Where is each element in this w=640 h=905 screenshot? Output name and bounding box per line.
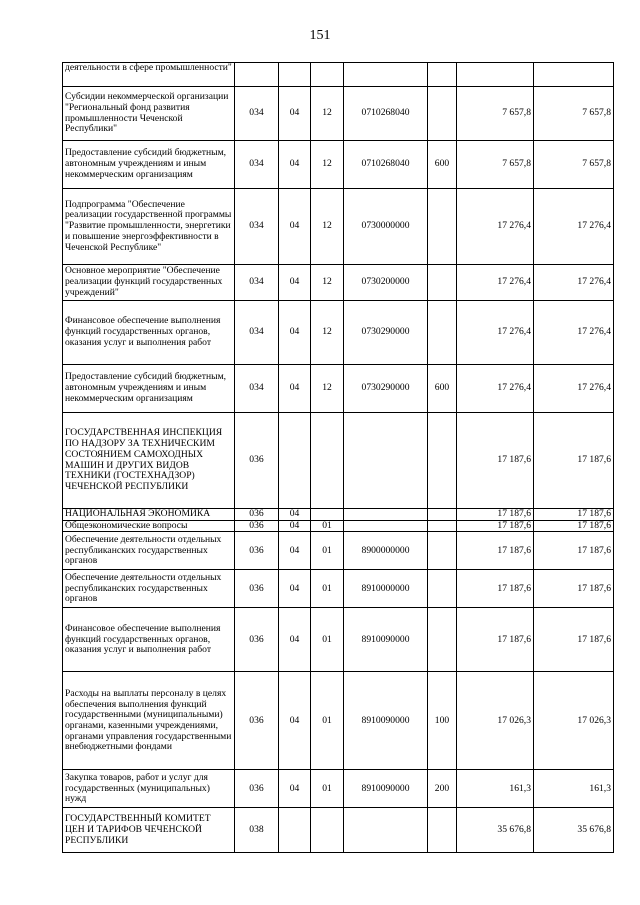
budget-table-body xyxy=(63,63,614,853)
table-row xyxy=(63,87,614,141)
row-pr-cell xyxy=(311,63,344,87)
table-row xyxy=(63,365,614,413)
row-vr-cell xyxy=(428,520,457,532)
row-csr-cell xyxy=(344,63,428,87)
row-pr-cell: 12 xyxy=(311,189,344,265)
table-row xyxy=(63,672,614,770)
row-csr-cell: 0730290000 xyxy=(344,301,428,365)
row-gr-cell: 034 xyxy=(235,301,279,365)
row-vr-cell xyxy=(428,87,457,141)
row-name-cell: Предоставление субсидий бюджетным, автономным учреждениям и иным некоммерческим организациям xyxy=(63,365,235,413)
row-sum-2-cell: 17 187,6 xyxy=(534,532,614,570)
row-sum-2-cell: 17 026,3 xyxy=(534,672,614,770)
row-sum-2-cell: 17 187,6 xyxy=(534,608,614,672)
row-sum-1-cell: 17 187,6 xyxy=(457,520,534,532)
row-pr-cell: 01 xyxy=(311,770,344,808)
row-gr-cell: 034 xyxy=(235,365,279,413)
row-pr-cell: 12 xyxy=(311,141,344,189)
table-row xyxy=(63,301,614,365)
row-sum-2-cell xyxy=(534,63,614,87)
table-row xyxy=(63,532,614,570)
row-csr-cell: 8910090000 xyxy=(344,770,428,808)
row-vr-cell xyxy=(428,301,457,365)
row-sum-1-cell xyxy=(457,63,534,87)
table-row xyxy=(63,141,614,189)
row-gr-cell: 034 xyxy=(235,265,279,301)
row-rz-cell: 04 xyxy=(279,770,311,808)
row-gr-cell xyxy=(235,63,279,87)
row-gr-cell: 036 xyxy=(235,608,279,672)
row-pr-cell xyxy=(311,509,344,521)
table-row xyxy=(63,265,614,301)
row-sum-1-cell: 17 187,6 xyxy=(457,532,534,570)
row-vr-cell xyxy=(428,413,457,509)
table-row xyxy=(63,413,614,509)
row-vr-cell: 200 xyxy=(428,770,457,808)
row-sum-2-cell: 161,3 xyxy=(534,770,614,808)
row-name-cell: НАЦИОНАЛЬНАЯ ЭКОНОМИКА xyxy=(63,509,235,521)
row-name-cell: Финансовое обеспечение выполнения функций государственных органов, оказания услуг и выполнения работ xyxy=(63,301,235,365)
table-row xyxy=(63,189,614,265)
row-pr-cell: 01 xyxy=(311,570,344,608)
row-csr-cell xyxy=(344,509,428,521)
row-sum-2-cell: 7 657,8 xyxy=(534,87,614,141)
row-rz-cell: 04 xyxy=(279,87,311,141)
row-vr-cell xyxy=(428,265,457,301)
row-name-cell: Обеспечение деятельности отдельных республиканских государственных органов xyxy=(63,532,235,570)
row-name-cell: Подпрограмма "Обеспечение реализации государственной программы "Развитие промышленности, энергетики и повышение энергоэффективности в Чеченской Республике" xyxy=(63,189,235,265)
row-sum-1-cell: 7 657,8 xyxy=(457,87,534,141)
row-sum-1-cell: 17 187,6 xyxy=(457,509,534,521)
row-gr-cell: 036 xyxy=(235,413,279,509)
row-gr-cell: 036 xyxy=(235,770,279,808)
row-name-cell: Основное мероприятие "Обеспечение реализации функций государственных учреждений" xyxy=(63,265,235,301)
row-gr-cell: 036 xyxy=(235,672,279,770)
table-row xyxy=(63,570,614,608)
row-rz-cell: 04 xyxy=(279,141,311,189)
table-row xyxy=(63,520,614,532)
row-pr-cell: 01 xyxy=(311,672,344,770)
row-csr-cell: 0730000000 xyxy=(344,189,428,265)
row-sum-2-cell: 17 276,4 xyxy=(534,265,614,301)
row-vr-cell xyxy=(428,608,457,672)
page-number: 151 xyxy=(309,28,331,43)
row-sum-1-cell: 17 187,6 xyxy=(457,413,534,509)
row-csr-cell: 0710268040 xyxy=(344,87,428,141)
row-csr-cell: 0730200000 xyxy=(344,265,428,301)
row-vr-cell xyxy=(428,570,457,608)
row-sum-2-cell: 17 276,4 xyxy=(534,365,614,413)
row-gr-cell: 034 xyxy=(235,141,279,189)
row-vr-cell: 100 xyxy=(428,672,457,770)
row-name-cell: Предоставление субсидий бюджетным, автономным учреждениям и иным некоммерческим организациям xyxy=(63,141,235,189)
row-csr-cell: 8910090000 xyxy=(344,672,428,770)
row-csr-cell: 0710268040 xyxy=(344,141,428,189)
row-sum-1-cell: 17 276,4 xyxy=(457,365,534,413)
row-vr-cell xyxy=(428,63,457,87)
row-vr-cell xyxy=(428,189,457,265)
row-sum-2-cell: 17 187,6 xyxy=(534,570,614,608)
row-gr-cell: 036 xyxy=(235,570,279,608)
row-csr-cell: 8910090000 xyxy=(344,608,428,672)
row-pr-cell xyxy=(311,413,344,509)
row-rz-cell: 04 xyxy=(279,570,311,608)
row-sum-1-cell: 17 026,3 xyxy=(457,672,534,770)
row-sum-1-cell: 17 276,4 xyxy=(457,301,534,365)
row-name-cell: Закупка товаров, работ и услуг для государственных (муниципальных) нужд xyxy=(63,770,235,808)
row-vr-cell: 600 xyxy=(428,365,457,413)
row-csr-cell: 0730290000 xyxy=(344,365,428,413)
row-csr-cell xyxy=(344,520,428,532)
row-sum-2-cell: 17 276,4 xyxy=(534,301,614,365)
row-rz-cell xyxy=(279,63,311,87)
row-sum-1-cell: 17 187,6 xyxy=(457,570,534,608)
row-sum-2-cell: 17 187,6 xyxy=(534,520,614,532)
row-name-cell: Финансовое обеспечение выполнения функций государственных органов, оказания услуг и выполнения работ xyxy=(63,608,235,672)
row-rz-cell: 04 xyxy=(279,672,311,770)
row-sum-2-cell: 35 676,8 xyxy=(534,808,614,853)
row-csr-cell: 8900000000 xyxy=(344,532,428,570)
row-rz-cell: 04 xyxy=(279,608,311,672)
row-gr-cell: 034 xyxy=(235,189,279,265)
row-gr-cell: 038 xyxy=(235,808,279,853)
row-sum-2-cell: 17 187,6 xyxy=(534,509,614,521)
row-pr-cell xyxy=(311,808,344,853)
row-rz-cell: 04 xyxy=(279,509,311,521)
row-sum-2-cell: 17 187,6 xyxy=(534,413,614,509)
row-name-cell: Расходы на выплаты персоналу в целях обеспечения выполнения функций государственными (муниципальными) органами, казенными учреждениями, органами управления государственными внебюджетными фондами xyxy=(63,672,235,770)
row-csr-cell xyxy=(344,413,428,509)
row-vr-cell xyxy=(428,509,457,521)
row-name-cell: ГОСУДАРСТВЕННЫЙ КОМИТЕТ ЦЕН И ТАРИФОВ ЧЕЧЕНСКОЙ РЕСПУБЛИКИ xyxy=(63,808,235,853)
row-rz-cell: 04 xyxy=(279,520,311,532)
row-gr-cell: 036 xyxy=(235,532,279,570)
row-name-cell: Обеспечение деятельности отдельных республиканских государственных органов xyxy=(63,570,235,608)
row-name-cell: Субсидии некоммерческой организации "Региональный фонд развития промышленности Чеченской Республики" xyxy=(63,87,235,141)
row-pr-cell: 12 xyxy=(311,265,344,301)
table-row xyxy=(63,608,614,672)
row-gr-cell: 036 xyxy=(235,509,279,521)
row-gr-cell: 034 xyxy=(235,87,279,141)
row-vr-cell xyxy=(428,532,457,570)
row-sum-1-cell: 17 276,4 xyxy=(457,265,534,301)
row-pr-cell: 12 xyxy=(311,87,344,141)
row-sum-1-cell: 17 276,4 xyxy=(457,189,534,265)
row-rz-cell: 04 xyxy=(279,189,311,265)
row-vr-cell: 600 xyxy=(428,141,457,189)
row-name-cell: ГОСУДАРСТВЕННАЯ ИНСПЕКЦИЯ ПО НАДЗОРУ ЗА ТЕХНИЧЕСКИМ СОСТОЯНИЕМ САМОХОДНЫХ МАШИН И ДРУГИХ ВИДОВ ТЕХНИКИ (ГОСТЕХНАДЗОР) ЧЕЧЕНСКОЙ РЕСПУБЛИКИ xyxy=(63,413,235,509)
row-sum-1-cell: 35 676,8 xyxy=(457,808,534,853)
row-sum-1-cell: 161,3 xyxy=(457,770,534,808)
row-csr-cell: 8910000000 xyxy=(344,570,428,608)
budget-table xyxy=(62,62,614,853)
row-name-cell: Общеэкономические вопросы xyxy=(63,520,235,532)
row-pr-cell: 01 xyxy=(311,532,344,570)
row-name-cell: деятельности в сфере промышленности" xyxy=(63,63,235,87)
row-rz-cell xyxy=(279,808,311,853)
row-pr-cell: 01 xyxy=(311,608,344,672)
row-pr-cell: 12 xyxy=(311,301,344,365)
row-pr-cell: 12 xyxy=(311,365,344,413)
row-rz-cell: 04 xyxy=(279,265,311,301)
row-gr-cell: 036 xyxy=(235,520,279,532)
row-sum-2-cell: 7 657,8 xyxy=(534,141,614,189)
row-rz-cell: 04 xyxy=(279,532,311,570)
row-rz-cell: 04 xyxy=(279,301,311,365)
table-row xyxy=(63,63,614,87)
table-row xyxy=(63,509,614,521)
row-csr-cell xyxy=(344,808,428,853)
row-sum-1-cell: 7 657,8 xyxy=(457,141,534,189)
row-sum-2-cell: 17 276,4 xyxy=(534,189,614,265)
row-rz-cell xyxy=(279,413,311,509)
row-sum-1-cell: 17 187,6 xyxy=(457,608,534,672)
row-vr-cell xyxy=(428,808,457,853)
table-row xyxy=(63,770,614,808)
row-rz-cell: 04 xyxy=(279,365,311,413)
row-pr-cell: 01 xyxy=(311,520,344,532)
table-row xyxy=(63,808,614,853)
